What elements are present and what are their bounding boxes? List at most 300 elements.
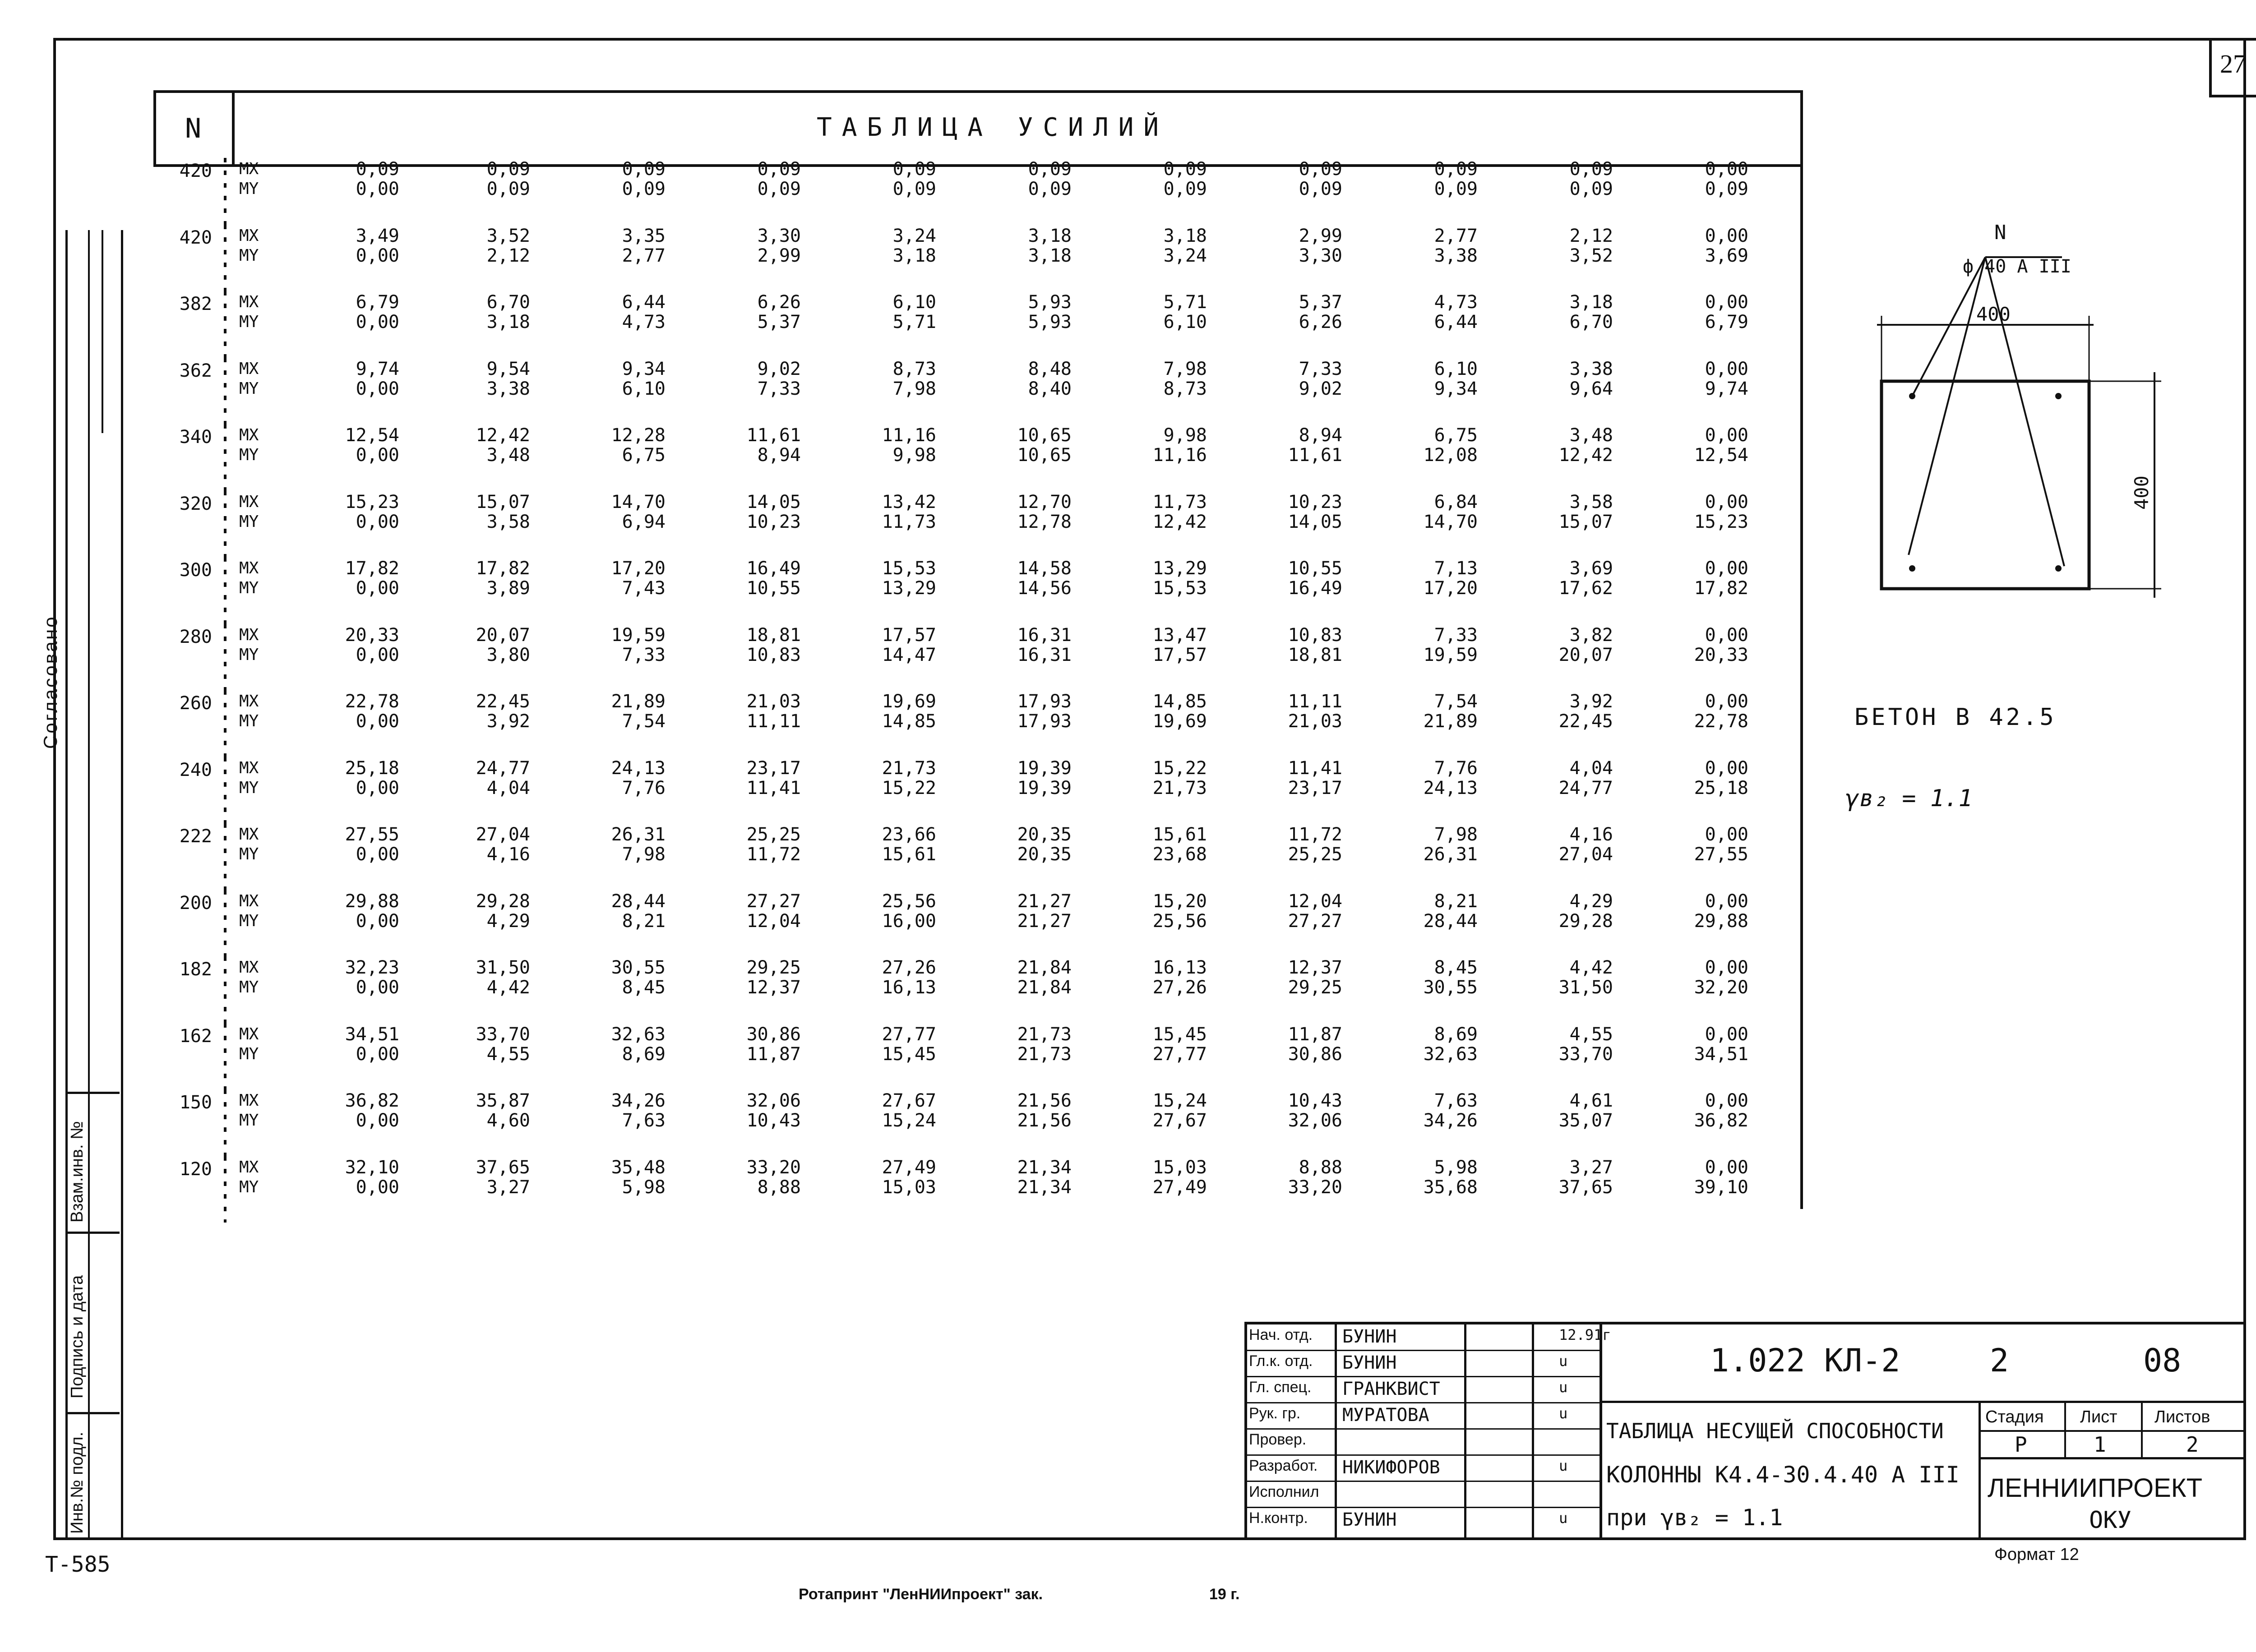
moment-axis-label: MX [239, 625, 259, 644]
mx-value: 12,70 [1017, 491, 1072, 512]
mx-value: 17,82 [345, 558, 399, 579]
row-force-n: 420 [179, 227, 212, 248]
table-row [144, 1156, 1800, 1223]
row-force-n: 240 [179, 759, 212, 780]
row-force-n: 362 [179, 360, 212, 381]
my-value: 2,77 [622, 245, 666, 266]
my-value: 14,47 [882, 644, 936, 665]
row-separator [224, 291, 227, 358]
moment-axis-label: MX [239, 1024, 259, 1043]
mx-value: 11,41 [1288, 757, 1342, 779]
mx-value: 0,00 [1705, 425, 1748, 446]
my-value: 3,18 [1028, 245, 1072, 266]
moment-axis-label: MY [239, 379, 259, 398]
my-value: 10,83 [746, 644, 801, 665]
mx-value: 9,98 [1163, 425, 1207, 446]
mx-value: 22,45 [476, 691, 530, 712]
my-value: 11,73 [882, 511, 936, 532]
my-value: 4,29 [486, 910, 530, 932]
mx-value: 5,98 [1434, 1157, 1478, 1178]
mx-value: 15,53 [882, 558, 936, 579]
mx-value: 9,34 [622, 358, 666, 379]
my-value: 2,99 [757, 245, 801, 266]
forces-table [144, 158, 1800, 1223]
stage-value: Р [2015, 1432, 2027, 1457]
mx-value: 13,47 [1152, 624, 1207, 646]
my-value: 7,43 [622, 578, 666, 599]
mx-value: 22,78 [345, 691, 399, 712]
mx-value: 0,00 [1705, 491, 1748, 512]
my-value: 0,00 [356, 777, 399, 798]
mx-value: 3,30 [757, 225, 801, 246]
mx-value: 9,02 [757, 358, 801, 379]
mx-value: 21,56 [1017, 1090, 1072, 1111]
mx-value: 3,92 [1569, 691, 1613, 712]
my-value: 30,55 [1423, 977, 1478, 998]
mx-value: 19,39 [1017, 757, 1072, 779]
left-stamp-sep-3 [65, 1412, 120, 1414]
my-value: 10,23 [746, 511, 801, 532]
mx-value: 28,44 [611, 891, 666, 912]
my-value: 9,02 [1299, 378, 1342, 399]
mx-value: 0,00 [1705, 159, 1748, 180]
mx-value: 17,93 [1017, 691, 1072, 712]
mx-value: 32,23 [345, 957, 399, 978]
my-value: 0,09 [892, 179, 936, 199]
mx-value: 7,98 [1434, 824, 1478, 845]
mx-value: 7,13 [1434, 558, 1478, 579]
title-block-code-row-line [1600, 1401, 2246, 1403]
my-value: 0,00 [356, 179, 399, 199]
row-force-n: 320 [179, 493, 212, 514]
my-value: 12,04 [746, 910, 801, 932]
row-force-n: 260 [179, 693, 212, 714]
my-value: 8,45 [622, 977, 666, 998]
original-inventory-label: Инв.№ подл. [68, 1431, 87, 1534]
my-value: 0,00 [356, 245, 399, 266]
table-row [144, 890, 1800, 957]
my-value: 14,56 [1017, 578, 1072, 599]
title-block-row-line [1244, 1428, 1600, 1430]
role-date: 12.91г [1559, 1326, 1611, 1343]
row-separator [224, 823, 227, 890]
moment-axis-label: MX [239, 1158, 259, 1177]
my-value: 9,64 [1569, 378, 1613, 399]
my-value: 0,00 [356, 578, 399, 599]
print-footer-year: 19 г. [1209, 1586, 1240, 1603]
table-row [144, 757, 1800, 824]
mx-value: 27,77 [882, 1024, 936, 1045]
mx-value: 13,42 [882, 491, 936, 512]
mx-value: 11,87 [1288, 1024, 1342, 1045]
mx-value: 29,88 [345, 891, 399, 912]
my-value: 33,70 [1558, 1043, 1613, 1065]
mx-value: 11,16 [882, 425, 936, 446]
mx-value: 15,61 [1152, 824, 1207, 845]
mx-value: 2,12 [1569, 225, 1613, 246]
my-value: 11,16 [1152, 445, 1207, 466]
mx-value: 17,82 [476, 558, 530, 579]
mx-value: 17,20 [611, 558, 666, 579]
mx-value: 15,24 [1152, 1090, 1207, 1111]
my-value: 21,27 [1017, 910, 1072, 932]
mx-value: 0,09 [622, 159, 666, 180]
my-value: 5,93 [1028, 312, 1072, 332]
my-value: 8,88 [757, 1177, 801, 1198]
my-value: 4,04 [486, 777, 530, 798]
table-row [144, 491, 1800, 558]
mx-value: 0,09 [1163, 159, 1207, 180]
my-value: 0,00 [356, 1177, 399, 1198]
my-value: 0,00 [356, 711, 399, 732]
sheet-value: 1 [2094, 1432, 2106, 1457]
row-separator [224, 158, 227, 225]
my-value: 3,18 [486, 312, 530, 332]
mx-value: 20,07 [476, 624, 530, 646]
row-separator [224, 956, 227, 1023]
my-value: 3,58 [486, 511, 530, 532]
my-value: 15,61 [882, 844, 936, 865]
mx-value: 23,66 [882, 824, 936, 845]
my-value: 32,06 [1288, 1110, 1342, 1131]
row-separator [224, 557, 227, 624]
role-label: Гл. спец. [1249, 1379, 1312, 1396]
my-value: 32,63 [1423, 1043, 1478, 1065]
mx-value: 7,63 [1434, 1090, 1478, 1111]
my-value: 34,26 [1423, 1110, 1478, 1131]
mx-value: 3,49 [356, 225, 399, 246]
my-value: 3,30 [1299, 245, 1342, 266]
table-row [144, 1089, 1800, 1156]
role-label: Гл.к. отд. [1249, 1352, 1313, 1370]
my-value: 15,24 [882, 1110, 936, 1131]
role-name: НИКИФОРОВ [1342, 1457, 1440, 1478]
title-block-stage-div-2 [2141, 1401, 2143, 1459]
my-value: 0,09 [1434, 179, 1478, 199]
my-value: 29,25 [1288, 977, 1342, 998]
my-value: 21,03 [1288, 711, 1342, 732]
my-value: 6,94 [622, 511, 666, 532]
mx-value: 0,00 [1705, 558, 1748, 579]
mx-value: 0,00 [1705, 1090, 1748, 1111]
mx-value: 0,00 [1705, 1024, 1748, 1045]
mx-value: 11,11 [1288, 691, 1342, 712]
mx-value: 0,09 [1299, 159, 1342, 180]
my-value: 4,60 [486, 1110, 530, 1131]
mx-value: 6,26 [757, 292, 801, 313]
moment-axis-label: MX [239, 293, 259, 311]
my-value: 0,00 [356, 644, 399, 665]
my-value: 15,23 [1694, 511, 1748, 532]
mx-value: 3,24 [892, 225, 936, 246]
mx-value: 23,17 [746, 757, 801, 779]
my-value: 0,00 [356, 1043, 399, 1065]
mx-value: 0,00 [1705, 891, 1748, 912]
my-value: 9,34 [1434, 378, 1478, 399]
sheets-label: Листов [2154, 1407, 2210, 1426]
mx-value: 2,99 [1299, 225, 1342, 246]
axial-force-label: N [1994, 221, 2006, 244]
moment-axis-label: MY [239, 1111, 259, 1130]
my-value: 3,38 [1434, 245, 1478, 266]
moment-axis-label: MY [239, 1044, 259, 1063]
my-value: 7,76 [622, 777, 666, 798]
mx-value: 21,73 [882, 757, 936, 779]
mx-value: 3,52 [486, 225, 530, 246]
my-value: 12,54 [1694, 445, 1748, 466]
my-value: 23,68 [1152, 844, 1207, 865]
my-value: 3,92 [486, 711, 530, 732]
width-dimension: 400 [1976, 303, 2011, 325]
role-label: Разработ. [1249, 1457, 1318, 1474]
my-value: 7,33 [622, 644, 666, 665]
title-block-row-line [1244, 1454, 1600, 1456]
role-name: ГРАНКВИСТ [1342, 1379, 1440, 1399]
moment-axis-label: MY [239, 313, 259, 331]
my-value: 0,09 [757, 179, 801, 199]
my-value: 16,00 [882, 910, 936, 932]
mx-value: 2,77 [1434, 225, 1478, 246]
left-stamp-sep-2 [65, 1232, 120, 1234]
my-value: 16,13 [882, 977, 936, 998]
title-block-row-line [1244, 1350, 1600, 1351]
my-value: 5,71 [892, 312, 936, 332]
my-value: 2,12 [486, 245, 530, 266]
mx-value: 0,00 [1705, 691, 1748, 712]
mx-value: 8,73 [892, 358, 936, 379]
mx-value: 10,43 [1288, 1090, 1342, 1111]
row-separator [224, 1156, 227, 1223]
title-block-row-line [1244, 1402, 1600, 1403]
my-value: 3,80 [486, 644, 530, 665]
my-value: 3,89 [486, 578, 530, 599]
title-block-stage-row [1979, 1430, 2246, 1432]
my-value: 11,61 [1288, 445, 1342, 466]
my-value: 7,63 [622, 1110, 666, 1131]
my-value: 3,38 [486, 378, 530, 399]
my-value: 39,10 [1694, 1177, 1748, 1198]
my-value: 3,48 [486, 445, 530, 466]
my-value: 31,50 [1558, 977, 1613, 998]
my-value: 0,09 [486, 179, 530, 199]
mx-value: 6,44 [622, 292, 666, 313]
table-row [144, 225, 1800, 291]
mx-value: 24,13 [611, 757, 666, 779]
mx-value: 21,84 [1017, 957, 1072, 978]
sheet-label: Лист [2080, 1407, 2117, 1426]
my-value: 15,03 [882, 1177, 936, 1198]
my-value: 8,73 [1163, 378, 1207, 399]
my-value: 7,54 [622, 711, 666, 732]
row-separator [224, 757, 227, 824]
row-force-n: 150 [179, 1092, 212, 1113]
my-value: 35,68 [1423, 1177, 1478, 1198]
mx-value: 7,98 [1163, 358, 1207, 379]
moment-axis-label: MY [239, 712, 259, 730]
role-date: u [1559, 1405, 1568, 1422]
mx-value: 36,82 [345, 1090, 399, 1111]
my-value: 18,81 [1288, 644, 1342, 665]
my-value: 19,59 [1423, 644, 1478, 665]
my-value: 19,69 [1152, 711, 1207, 732]
mx-value: 6,70 [486, 292, 530, 313]
my-value: 20,07 [1558, 644, 1613, 665]
mx-value: 18,81 [746, 624, 801, 646]
my-value: 8,69 [622, 1043, 666, 1065]
title-block-row-line [1244, 1507, 1600, 1508]
my-value: 24,13 [1423, 777, 1478, 798]
moment-axis-label: MX [239, 226, 259, 245]
mx-value: 32,63 [611, 1024, 666, 1045]
mx-value: 20,35 [1017, 824, 1072, 845]
row-force-n: 382 [179, 294, 212, 314]
my-value: 17,62 [1558, 578, 1613, 599]
my-value: 0,09 [1028, 179, 1072, 199]
moment-axis-label: MX [239, 891, 259, 910]
my-value: 25,56 [1152, 910, 1207, 932]
mx-value: 8,94 [1299, 425, 1342, 446]
my-value: 6,26 [1299, 312, 1342, 332]
my-value: 11,41 [746, 777, 801, 798]
mx-value: 21,03 [746, 691, 801, 712]
my-value: 5,98 [622, 1177, 666, 1198]
table-row [144, 823, 1800, 890]
my-value: 8,94 [757, 445, 801, 466]
replace-inventory-label: Взам.инв. № [68, 1121, 87, 1223]
mx-value: 0,09 [1434, 159, 1478, 180]
table-row [144, 1023, 1800, 1090]
my-value: 7,98 [622, 844, 666, 865]
mx-value: 4,04 [1569, 757, 1613, 779]
my-value: 15,45 [882, 1043, 936, 1065]
my-value: 6,10 [1163, 312, 1207, 332]
my-value: 0,00 [356, 378, 399, 399]
my-value: 0,00 [356, 445, 399, 466]
my-value: 22,78 [1694, 711, 1748, 732]
mx-value: 12,54 [345, 425, 399, 446]
mx-value: 27,55 [345, 824, 399, 845]
role-label: Исполнил [1249, 1483, 1319, 1500]
mx-value: 11,72 [1288, 824, 1342, 845]
sheet-number: 27 [2220, 49, 2246, 78]
mx-value: 27,04 [476, 824, 530, 845]
row-separator [224, 225, 227, 291]
my-value: 0,09 [1705, 179, 1748, 199]
organization-department: ОКУ [2089, 1507, 2131, 1534]
my-value: 27,77 [1152, 1043, 1207, 1065]
mx-value: 14,05 [746, 491, 801, 512]
mx-value: 25,56 [882, 891, 936, 912]
mx-value: 10,65 [1017, 425, 1072, 446]
mx-value: 32,10 [345, 1157, 399, 1178]
mx-value: 20,33 [345, 624, 399, 646]
row-force-n: 300 [179, 560, 212, 581]
my-value: 30,86 [1288, 1043, 1342, 1065]
moment-axis-label: MY [239, 512, 259, 531]
mx-value: 4,42 [1569, 957, 1613, 978]
mx-value: 0,00 [1705, 757, 1748, 779]
row-separator [224, 358, 227, 425]
my-value: 36,82 [1694, 1110, 1748, 1131]
mx-value: 0,00 [1705, 292, 1748, 313]
mx-value: 14,70 [611, 491, 666, 512]
my-value: 27,26 [1152, 977, 1207, 998]
my-value: 0,09 [622, 179, 666, 199]
row-force-n: 340 [179, 427, 212, 448]
mx-value: 27,67 [882, 1090, 936, 1111]
moment-axis-label: MX [239, 958, 259, 977]
my-value: 26,31 [1423, 844, 1478, 865]
mx-value: 7,76 [1434, 757, 1478, 779]
format-label: Формат 12 [1994, 1545, 2079, 1564]
my-value: 3,52 [1569, 245, 1613, 266]
table-row [144, 956, 1800, 1023]
my-value: 23,17 [1288, 777, 1342, 798]
row-force-n: 182 [179, 959, 212, 980]
my-value: 15,07 [1558, 511, 1613, 532]
my-value: 34,51 [1694, 1043, 1748, 1065]
mx-value: 3,69 [1569, 558, 1613, 579]
sheets-value: 2 [2186, 1432, 2199, 1457]
moment-axis-label: MY [239, 645, 259, 664]
my-value: 22,45 [1558, 711, 1613, 732]
mx-value: 9,74 [356, 358, 399, 379]
mx-value: 3,18 [1569, 292, 1613, 313]
organization-name: ЛЕННИИПРОЕКТ [1988, 1473, 2203, 1503]
role-name: МУРАТОВА [1342, 1405, 1429, 1426]
mx-value: 10,55 [1288, 558, 1342, 579]
my-value: 21,84 [1017, 977, 1072, 998]
my-value: 15,22 [882, 777, 936, 798]
mx-value: 27,49 [882, 1157, 936, 1178]
moment-axis-label: MX [239, 758, 259, 777]
moment-axis-label: MY [239, 180, 259, 198]
mx-value: 4,73 [1434, 292, 1478, 313]
mx-value: 3,48 [1569, 425, 1613, 446]
mx-value: 31,50 [476, 957, 530, 978]
my-value: 21,56 [1017, 1110, 1072, 1131]
my-value: 21,89 [1423, 711, 1478, 732]
mx-value: 8,48 [1028, 358, 1072, 379]
my-value: 0,09 [1163, 179, 1207, 199]
issue-number: 2 [1990, 1342, 2009, 1379]
mx-value: 25,25 [746, 824, 801, 845]
mx-value: 6,10 [1434, 358, 1478, 379]
my-value: 9,98 [892, 445, 936, 466]
mx-value: 7,33 [1434, 624, 1478, 646]
mx-value: 4,55 [1569, 1024, 1613, 1045]
moment-axis-label: MY [239, 246, 259, 265]
my-value: 6,75 [622, 445, 666, 466]
title-block-stage-row-2 [1979, 1457, 2246, 1459]
inventory-code: Т-585 [45, 1552, 111, 1577]
header-n: N [185, 113, 202, 144]
my-value: 27,27 [1288, 910, 1342, 932]
my-value: 12,42 [1152, 511, 1207, 532]
mx-value: 30,86 [746, 1024, 801, 1045]
mx-value: 16,13 [1152, 957, 1207, 978]
mx-value: 21,89 [611, 691, 666, 712]
my-value: 7,33 [757, 378, 801, 399]
my-value: 24,77 [1558, 777, 1613, 798]
moment-axis-label: MY [239, 778, 259, 797]
mx-value: 34,26 [611, 1090, 666, 1111]
my-value: 4,73 [622, 312, 666, 332]
mx-value: 35,87 [476, 1090, 530, 1111]
table-row [144, 424, 1800, 491]
mx-value: 35,48 [611, 1157, 666, 1178]
left-stamp-inner-1 [88, 230, 90, 1540]
